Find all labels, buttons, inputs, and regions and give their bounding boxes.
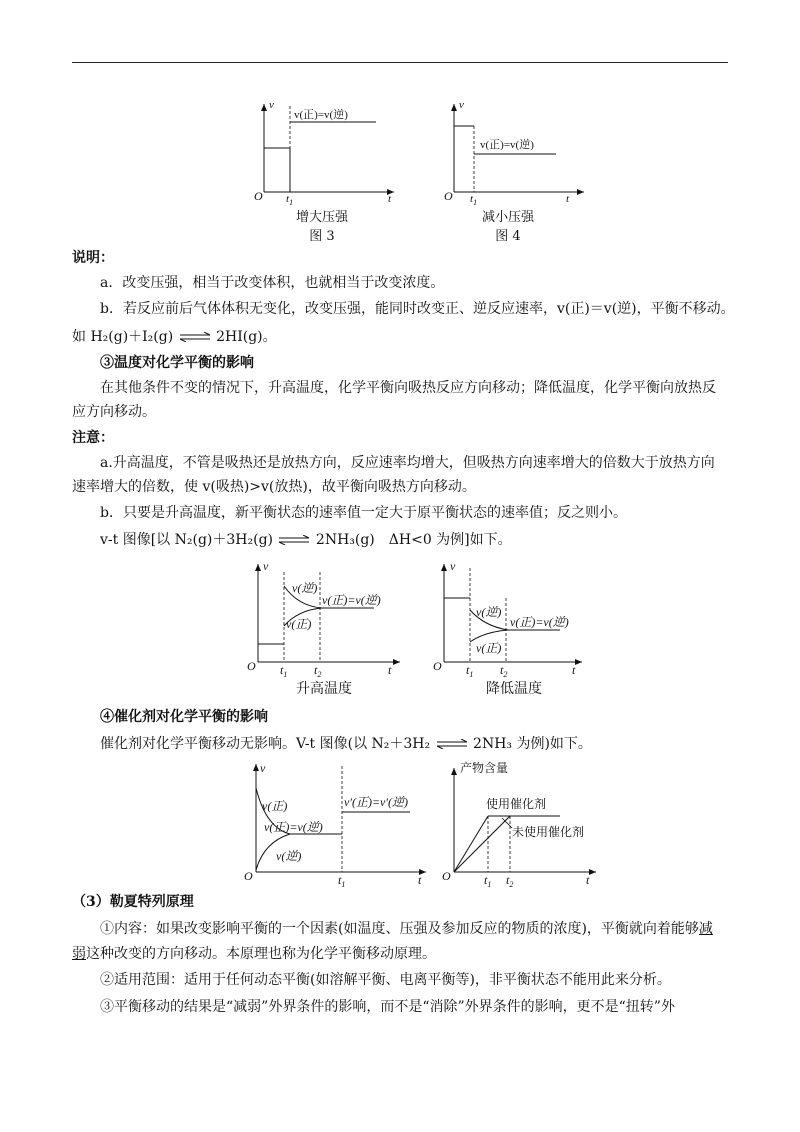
- section-temperature-title: ③温度对化学平衡的影响: [100, 355, 254, 371]
- t1-label: $t_1$: [484, 873, 492, 889]
- equilibrium-arrow-icon: [178, 332, 212, 342]
- figure-4-pressure-decrease: [438, 96, 588, 208]
- principle-content-line-1: ①内容：如果改变影响平衡的一个因素(如温度、压强及参加反应的物质的浓度)，平衡就向着能够减: [100, 921, 713, 937]
- x-axis-label: t: [586, 873, 590, 887]
- t2-label: $t_2$: [314, 663, 322, 679]
- x-axis-label: t: [566, 193, 570, 205]
- t2-label: $t_2$: [506, 873, 514, 889]
- figure-catalyst-yield: [440, 760, 600, 888]
- x-axis-label: t: [388, 663, 392, 677]
- principle-content-line-2: 弱这种改变的方向移动。本原理也称为化学平衡移动原理。: [72, 946, 436, 962]
- figure-3-caption: 增大压强 图 3: [295, 210, 348, 244]
- note-title: 说明：: [72, 250, 114, 266]
- figure-4-caption: 减小压强 图 4: [481, 210, 534, 244]
- forward-rate-label: v(正): [476, 641, 502, 655]
- t1-label: $t_1$: [338, 873, 346, 889]
- origin-label: O: [444, 189, 453, 203]
- y-axis-label: 产物含量: [460, 761, 509, 775]
- note-a: a．改变压强，相当于改变体积，也就相当于改变浓度。: [100, 275, 445, 291]
- y-axis-label: v: [450, 559, 456, 573]
- origin-label: O: [433, 659, 442, 673]
- t2-label: $t_2$: [500, 663, 508, 679]
- x-axis-label: t: [418, 873, 422, 887]
- equilibrium-arrow-icon: [435, 739, 469, 749]
- y-axis-label: v: [269, 99, 274, 111]
- header-rule: [72, 62, 728, 63]
- temperature-para-line-1: 在其他条件不变的情况下，升高温度，化学平衡向吸热反应方向移动；降低温度，化学平衡向放热反: [100, 380, 716, 396]
- origin-label: O: [244, 869, 253, 883]
- catalyzed-equilibrium-label: v′(正)=v′(逆): [344, 795, 408, 809]
- x-axis-label: t: [388, 193, 392, 205]
- y-axis-label: v: [263, 559, 269, 573]
- uncatalyzed-yield-curve: [454, 816, 510, 872]
- section-catalyst-title: ④催化剂对化学平衡的影响: [100, 709, 268, 725]
- equilibrium-label: v(正)=v(逆): [322, 593, 381, 607]
- t1-label: $t_1$: [286, 193, 294, 207]
- forward-rate-label: v(正): [286, 617, 312, 631]
- y-axis-label: v: [459, 99, 464, 111]
- equilibrium-label: v(正)=v(逆): [264, 820, 323, 834]
- catalyst-intro: 催化剂对化学平衡移动无影响。V-t 图像(以 N₂＋3H₂ 2NH₃ 为例)如下。: [100, 736, 592, 752]
- figure-temperature-increase: [244, 558, 404, 678]
- forward-rate-label: v(正): [262, 799, 288, 813]
- reverse-rate-label: v(逆): [476, 605, 502, 619]
- vt-intro: v-t 图像[以 N₂(g)＋3H₂(g) 2NH₃(g) ΔH<0 为例]如下。: [100, 532, 512, 548]
- figure-3-pressure-increase: [248, 96, 398, 208]
- without-catalyst-label: 未使用催化剂: [512, 825, 585, 839]
- x-axis-label: t: [572, 663, 576, 677]
- reverse-rate-label: v(逆): [276, 849, 302, 863]
- origin-label: O: [254, 189, 263, 203]
- rate-label: v(正)=v(逆): [294, 109, 348, 121]
- reverse-rate-label: v(逆): [292, 581, 318, 595]
- temperature-decrease-caption: 降低温度: [486, 681, 542, 697]
- origin-label: O: [442, 869, 451, 883]
- note-b: b．若反应前后气体体积无变化，改变压强，能同时改变正、逆反应速率，v(正)＝v(逆)，平衡不移动。: [100, 301, 735, 317]
- temperature-para-line-2: 应方向移动。: [72, 404, 156, 420]
- equilibrium-arrow-icon: [277, 535, 311, 545]
- t1-label: $t_1$: [466, 663, 474, 679]
- principle-result: ③平衡移动的结果是“减弱”外界条件的影响，而不是“消除”外界条件的影响，更不是“扭转”外: [100, 999, 675, 1015]
- y-axis-label: v: [260, 761, 266, 775]
- t1-label: $t_1$: [470, 193, 478, 207]
- with-catalyst-label: 使用催化剂: [486, 797, 547, 811]
- attention-title: 注意：: [72, 430, 114, 446]
- figure-temperature-decrease: [426, 558, 586, 678]
- example-reaction: 如 H₂(g)＋I₂(g) 2HI(g)。: [72, 329, 277, 345]
- temperature-increase-caption: 升高温度: [296, 681, 352, 697]
- figure-catalyst-vt: [240, 760, 430, 888]
- t1-label: $t_1$: [280, 663, 288, 679]
- origin-label: O: [247, 659, 256, 673]
- section-le-chatelier-title: （3）勒夏特列原理: [72, 894, 194, 910]
- rate-label: v(正)=v(逆): [480, 139, 534, 151]
- attention-a-line-2: 速率增大的倍数，使 v(吸热)>v(放热)，故平衡向吸热方向移动。: [72, 479, 476, 495]
- principle-scope: ②适用范围：适用于任何动态平衡(如溶解平衡、电离平衡等)，非平衡状态不能用此来分析。: [100, 972, 671, 988]
- attention-a-line-1: a.升高温度，不管是吸热还是放热方向，反应速率均增大，但吸热方向速率增大的倍数大于放热方向: [100, 455, 715, 471]
- equilibrium-label: v(正)=v(逆): [510, 615, 569, 629]
- catalyzed-yield-curve: [454, 816, 488, 872]
- attention-b: b．只要是升高温度，新平衡状态的速率值一定大于原平衡状态的速率值；反之则小。: [100, 505, 627, 521]
